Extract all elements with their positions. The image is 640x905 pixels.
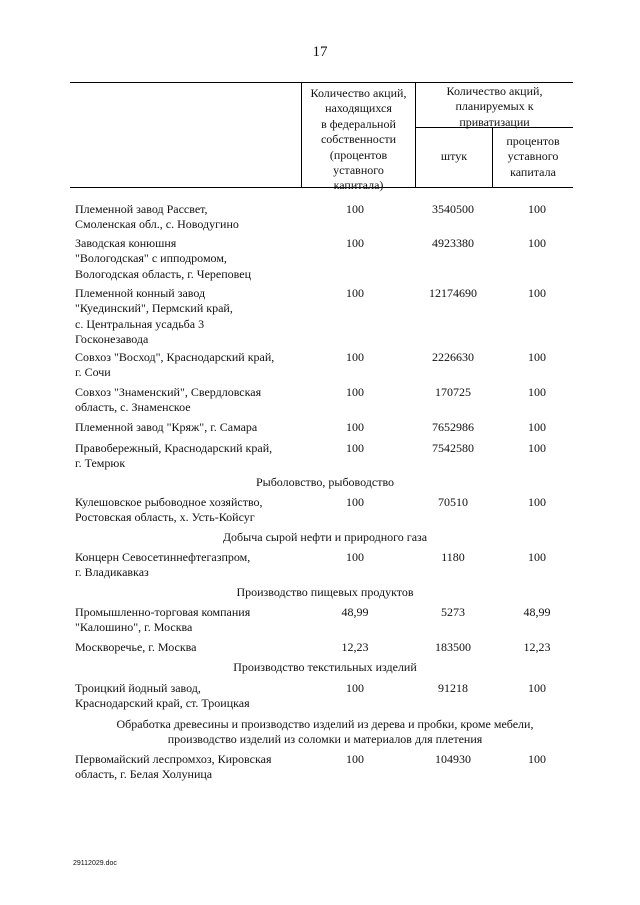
pieces-value: 183500 bbox=[435, 640, 471, 654]
pieces-value: 104930 bbox=[435, 752, 471, 766]
percent-value: 100 bbox=[528, 752, 546, 766]
pieces-value: 5273 bbox=[441, 605, 465, 619]
pieces-value: 7652986 bbox=[432, 420, 474, 434]
organization-name: Кулешовское рыбоводное хозяйство, Ростовская область, х. Усть-Койсуг bbox=[75, 495, 263, 525]
federal-share-value: 100 bbox=[346, 286, 364, 300]
header-pieces: штук bbox=[440, 149, 468, 163]
header-planned-privatization: Количество акций, планируемых к приватизации bbox=[446, 84, 543, 129]
federal-share-value: 100 bbox=[346, 681, 364, 695]
section-heading: Производство пищевых продуктов bbox=[236, 585, 414, 599]
header-percent: процентов уставного капитала bbox=[506, 134, 560, 179]
organization-name: Заводская конюшня "Вологодская" с ипподромом, Вологодская область, г. Череповец bbox=[75, 236, 251, 281]
header-federal-share: Количество акций, находящихся в федеральной собственности (процентов уставного капитала) bbox=[310, 86, 407, 193]
federal-share-value: 48,99 bbox=[341, 605, 369, 619]
federal-share-value: 100 bbox=[346, 236, 364, 250]
percent-value: 100 bbox=[528, 550, 546, 564]
organization-name: Правобережный, Краснодарский край, г. Темрюк bbox=[75, 441, 273, 471]
pieces-value: 2226630 bbox=[432, 350, 474, 364]
federal-share-value: 100 bbox=[346, 752, 364, 766]
pieces-value: 4923380 bbox=[432, 236, 474, 250]
pieces-value: 70510 bbox=[438, 495, 468, 509]
organization-name: Первомайский леспромхоз, Кировская область, г. Белая Холуница bbox=[75, 752, 272, 782]
percent-value: 48,99 bbox=[523, 605, 551, 619]
organization-name: Концерн Севосетиннефтегазпром, г. Владикавказ bbox=[75, 550, 251, 580]
table-top-rule bbox=[70, 82, 573, 83]
percent-value: 12,23 bbox=[523, 640, 551, 654]
organization-name: Племенной завод "Кряж", г. Самара bbox=[75, 420, 258, 434]
organization-name: Троицкий йодный завод, Краснодарский край, ст. Троицкая bbox=[75, 681, 250, 711]
federal-share-value: 100 bbox=[346, 350, 364, 364]
percent-value: 100 bbox=[528, 495, 546, 509]
pieces-value: 12174690 bbox=[429, 286, 477, 300]
pieces-value: 91218 bbox=[438, 681, 468, 695]
percent-value: 100 bbox=[528, 681, 546, 695]
percent-value: 100 bbox=[528, 441, 546, 455]
percent-value: 100 bbox=[528, 286, 546, 300]
organization-name: Племенной завод Рассвет, Смоленская обл., с. Новодугино bbox=[75, 202, 239, 232]
section-heading: Рыболовство, рыбоводство bbox=[255, 475, 395, 489]
federal-share-value: 100 bbox=[346, 495, 364, 509]
federal-share-value: 100 bbox=[346, 202, 364, 216]
page-number: 17 bbox=[312, 44, 328, 60]
percent-value: 100 bbox=[528, 385, 546, 399]
organization-name: Совхоз "Знаменский", Свердловская область, с. Знаменское bbox=[75, 385, 262, 415]
footer-filename: 29112029.doc bbox=[73, 860, 117, 867]
pieces-value: 7542580 bbox=[432, 441, 474, 455]
federal-share-value: 100 bbox=[346, 550, 364, 564]
pieces-value: 170725 bbox=[435, 385, 471, 399]
federal-share-value: 100 bbox=[346, 441, 364, 455]
percent-value: 100 bbox=[528, 420, 546, 434]
organization-name: Племенной конный завод "Куединский", Пермский край, с. Центральная усадьба 3 Госконезавода bbox=[75, 286, 233, 347]
section-heading: Добыча сырой нефти и природного газа bbox=[222, 530, 428, 544]
organization-name: Промышленно-торговая компания "Калошино", г. Москва bbox=[75, 605, 251, 635]
pieces-value: 3540500 bbox=[432, 202, 474, 216]
percent-value: 100 bbox=[528, 236, 546, 250]
section-heading: Обработка древесины и производство изделий из дерева и пробки, кроме мебели, производство изделий из соломки и материалов для плетения bbox=[116, 717, 534, 747]
section-heading: Производство текстильных изделий bbox=[233, 660, 417, 674]
federal-share-value: 100 bbox=[346, 385, 364, 399]
pieces-value: 1180 bbox=[441, 550, 465, 564]
percent-value: 100 bbox=[528, 202, 546, 216]
percent-value: 100 bbox=[528, 350, 546, 364]
federal-share-value: 12,23 bbox=[341, 640, 369, 654]
federal-share-value: 100 bbox=[346, 420, 364, 434]
organization-name: Совхоз "Восход", Краснодарский край, г. Сочи bbox=[75, 350, 275, 380]
organization-name: Москворечье, г. Москва bbox=[75, 640, 197, 654]
